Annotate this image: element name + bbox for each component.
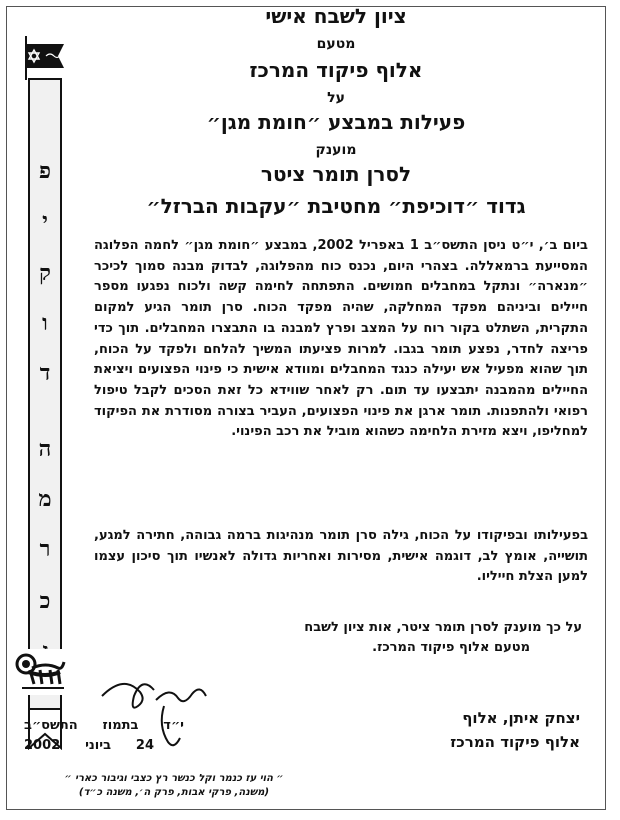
qualities-paragraph: בפעילותו ובפיקודו על הכוח, גילה סרן תומר מנהיגות ברמה גבוהה, חתירה למגע, תושייה, אומץ לב, דוגמה אישית, מסירות ואחריות גדולה לאנשיו תוך סיכון עצמו למען הצלת חייליו. xyxy=(94,528,588,585)
band-letter: כ xyxy=(39,588,51,614)
band-letter: ד xyxy=(39,360,51,386)
unit-line: גדוד ״דוכיפת״ מחטיבת ״עקבות הברזל״ xyxy=(146,194,526,218)
closing-line: על כך מוענק לסרן תומר ציטר, אות ציון לשבח xyxy=(304,620,582,635)
citation-paragraph: ביום ב׳, י״ט ניסן התשס״ב 1 באפריל 2002, במבצע ״חומת מגן״ לחמה הפלוגה המסייעת ברמאללה. בצהרי היום, נכנס כוח מהפלוגה, לבדוק מבנה סמוך לכיכר ״מנארה״ ונתקל במחבלים חמושים. התפתחה לחימה קשה ולכוח נפגעו מספר חיילים וביניהם מפקד המחלקה, שהיה מפקד הכוח. סרן תומר הגיע למקום התקרית, השתלט בקור רוח על המצב ופרץ למבנה בו התבצרו המחבלים. תוך כדי פריצה לחדר, נפצע תומר בגבו. למרות פציעתו המשיך להלחם ולפקד על הכוח, תוך שהוא מפעיל אש יעילה כנגד המחבלים ומוודא אישית כי פינוי הפצועים ויציאת החיילים מהמבנה יתבצעו עד תום. רק לאחר שווידא כל זאת הסכים לקבל טיפול רפואי ולהתפנות. תומר ארגן את פינוי הפצועים, העביר בצורה מסודרת את הפיקוד למחליפו, ויצא מזירת הלחימה כשהוא מוביל את רכב הפינוי. xyxy=(94,238,588,440)
recipient-line: לסרן תומר ציטר xyxy=(260,162,412,186)
band-letter: י xyxy=(42,208,48,234)
hebrew-year: התשס״ב xyxy=(24,718,78,733)
hebrew-day: י״ד xyxy=(163,718,184,733)
idf-pennant-icon xyxy=(20,34,66,82)
from-label: מטעם xyxy=(316,36,356,52)
band-letter: ה xyxy=(38,436,52,462)
footer-quote xyxy=(24,772,324,800)
gregorian-year: 2002 xyxy=(24,738,61,753)
band-letter: ר xyxy=(39,536,51,562)
quote-text: ״ הוי עז כנמר וקל כנשר רץ כצבי וגיבור כארי ״ xyxy=(64,773,284,784)
band-letter: ק xyxy=(39,260,51,286)
band-letter: ו xyxy=(42,310,48,336)
quote-source: (משנה, פרקי אבות, פרק ה׳, משנה כ״ד) xyxy=(78,787,270,798)
side-panel xyxy=(8,4,66,810)
awarded-label: מוענק xyxy=(315,142,357,158)
signatory-title: אלוף פיקוד המרכז xyxy=(450,733,580,751)
hebrew-month: בתמוז xyxy=(102,718,139,733)
certificate-title: ציון לשבח אישי xyxy=(265,4,407,28)
signatory-block xyxy=(350,706,580,754)
on-label: על xyxy=(327,90,345,106)
gregorian-month: ביוני xyxy=(85,738,112,753)
hebrew-date xyxy=(24,716,184,736)
issuer-line: אלוף פיקוד המרכז xyxy=(249,58,423,82)
band-letter: פ xyxy=(39,158,51,184)
operation-line: פעילות במבצע ״חומת מגן״ xyxy=(206,110,466,134)
date-block xyxy=(24,716,184,756)
closing-line: מטעם אלוף פיקוד המרכז. xyxy=(372,640,530,655)
vertical-command-band xyxy=(28,78,62,710)
gregorian-day: 24 xyxy=(135,738,154,753)
gregorian-date xyxy=(24,736,154,756)
signatory-name: יצחק איתן, אלוף xyxy=(462,709,580,727)
band-letter: מ xyxy=(38,486,52,512)
